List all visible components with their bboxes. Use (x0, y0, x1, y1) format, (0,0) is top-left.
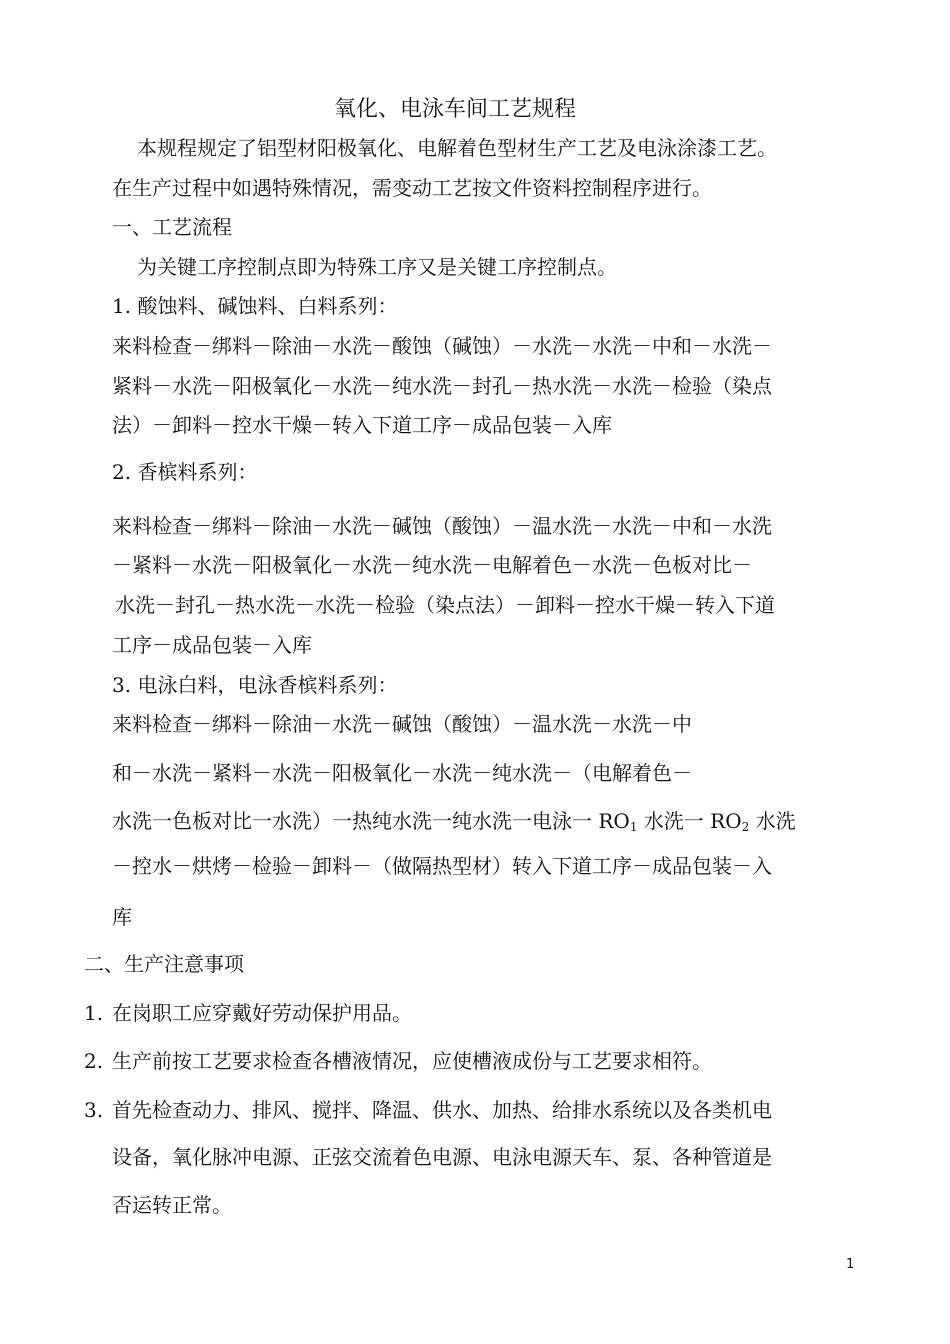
section-1-note: 为关键工序控制点即为特殊工序又是关键工序控制点。 (137, 255, 617, 279)
series-1-line-2: 紧料－水洗－阳极氧化－水洗－纯水洗－封孔－热水洗－水洗－检验（染点 (112, 374, 772, 398)
ro1-subscript: 1 (629, 820, 638, 834)
series-2-line-3: 水洗－封孔－热水洗－水洗－检验（染点法）－卸料－控水干燥－转入下道 (115, 593, 775, 617)
series-3-line-4: －控水－烘烤－检验－卸料－（做隔热型材）转入下道工序－成品包装－入 (112, 854, 772, 878)
intro-line-2: 在生产过程中如遇特殊情况，需变动工艺按文件资料控制程序进行。 (112, 176, 712, 200)
intro-line-1: 本规程规定了铝型材阳极氧化、电解着色型材生产工艺及电泳涂漆工艺。 (137, 136, 777, 160)
series-2-heading: 2. 香槟料系列： (112, 460, 258, 484)
series-3-line-3 (112, 807, 796, 841)
series-1-line-3: 法）－卸料－控水干燥－转入下道工序－成品包装－入库 (112, 413, 612, 437)
series-3-line-2: 和－水洗－紧料－水洗－阳极氧化－水洗－纯水洗－（电解着色－ (112, 761, 692, 785)
series-2-line-2: －紧料－水洗－阳极氧化－水洗－纯水洗－电解着色－水洗－色板对比－ (112, 553, 752, 577)
item-3-line-2: 设备，氧化脉冲电源、正弦交流着色电源、电泳电源天车、泵、各种管道是 (112, 1145, 772, 1169)
section-1-heading: 一、工艺流程 (112, 215, 232, 239)
document-title: 氧化、电泳车间工艺规程 (334, 97, 577, 122)
series-3-line-3-b: 水洗一 RO (637, 809, 742, 833)
section-2-heading: 二、生产注意事项 (84, 952, 244, 976)
item-3-line-3: 否运转正常。 (112, 1193, 232, 1217)
item-3-number: 3. (84, 1098, 104, 1122)
series-3-line-5: 库 (112, 905, 132, 929)
series-1-heading: 1. 酸蚀料、碱蚀料、白料系列： (112, 294, 398, 318)
page-number: 1 (846, 1257, 855, 1272)
series-3-heading: 3. 电泳白料，电泳香槟料系列： (112, 673, 398, 697)
item-1-number: 1. (84, 1001, 104, 1025)
series-2-line-1: 来料检查－绑料－除油－水洗－碱蚀（酸蚀）－温水洗－水洗－中和－水洗 (112, 514, 772, 538)
item-1-line-1: 在岗职工应穿戴好劳动保护用品。 (112, 1001, 412, 1025)
series-3-line-3-a: 水洗一色板对比一水洗）一热纯水洗一纯水洗一电泳一 RO (112, 809, 630, 833)
series-2-line-4: 工序－成品包装－入库 (112, 633, 312, 657)
series-1-line-1: 来料检查－绑料－除油－水洗－酸蚀（碱蚀）－水洗－水洗－中和－水洗－ (112, 334, 772, 358)
series-3-line-3-c: 水洗 (749, 809, 796, 833)
series-3-line-1: 来料检查－绑料－除油－水洗－碱蚀（酸蚀）－温水洗－水洗－中 (112, 712, 692, 736)
item-3-line-1: 首先检查动力、排风、搅拌、降温、供水、加热、给排水系统以及各类机电 (112, 1098, 772, 1122)
item-2-number: 2. (84, 1049, 104, 1073)
ro2-subscript: 2 (741, 820, 750, 834)
item-2-line-1: 生产前按工艺要求检查各槽液情况，应使槽液成份与工艺要求相符。 (112, 1049, 712, 1073)
